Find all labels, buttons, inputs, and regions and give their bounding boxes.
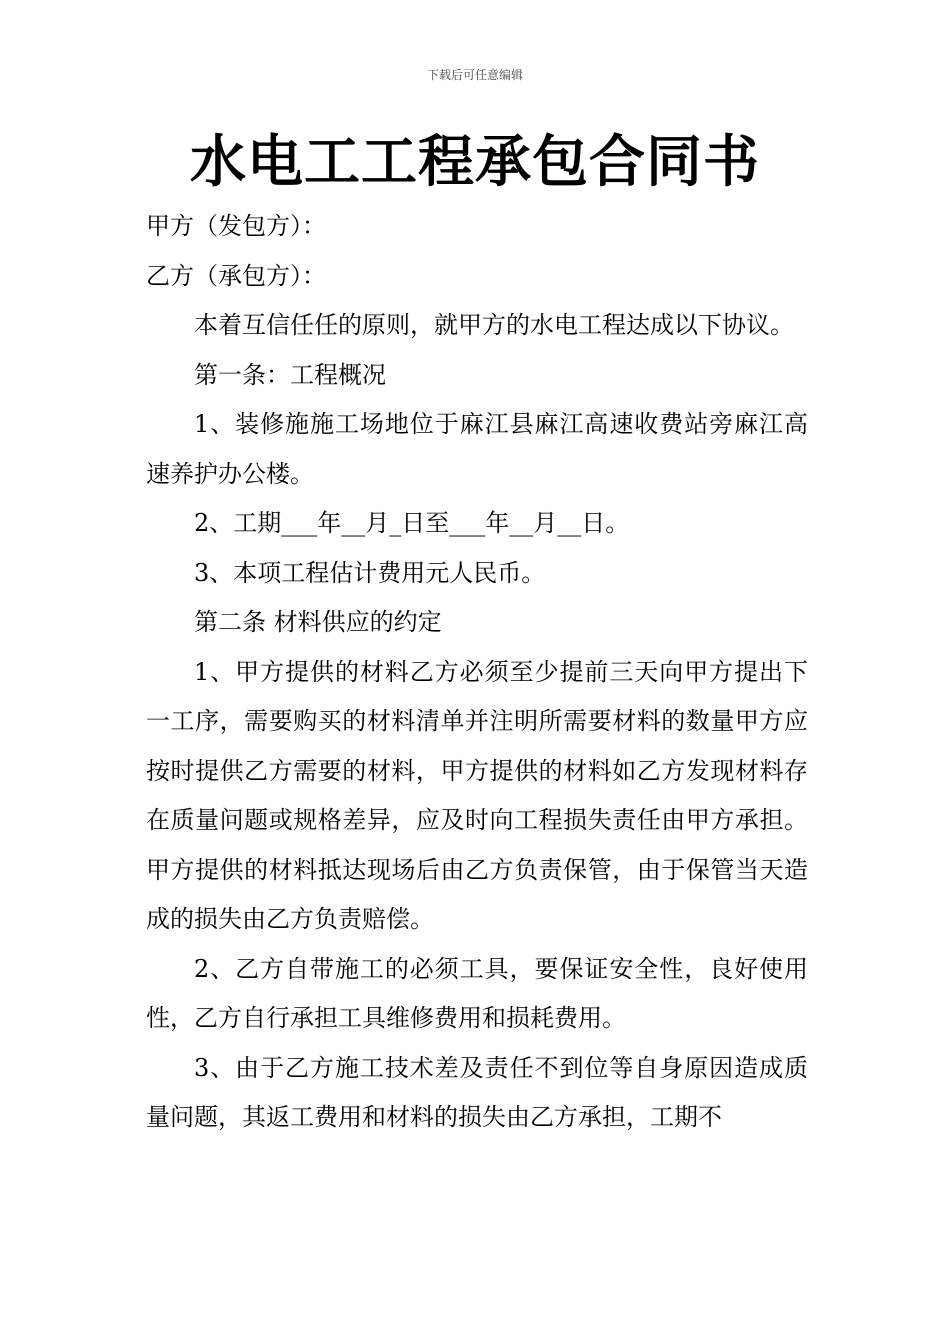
- article-two-heading: 第二条 材料供应的约定: [194, 608, 442, 636]
- article-one-heading: 第一条：工程概况: [194, 360, 386, 389]
- party-a-line: 甲方（发包方）：: [146, 212, 326, 240]
- header-note: 下载后可任意编辑: [426, 68, 523, 82]
- party-b-line: 乙方（承包方）：: [146, 261, 326, 290]
- document-title: 水电工工程承包合同书: [190, 130, 760, 195]
- article-two-item-1: 1、甲方提供的材料乙方必须至少提前三天向甲方提出下一工序，需要购买的材料清单并注明所需要材料的数量甲方应按时提供乙方需要的材料，甲方提供的材料如乙方发现材料存在质量问题或规格差异，应及时向工程损失责任由甲方承担。甲方提供的材料抵达现场后由乙方负责保管，由于保管当天造成的损失由乙方负责赔偿。: [146, 657, 808, 933]
- article-one-item-3: 3、本项工程估计费用元人民币。: [194, 558, 546, 587]
- preamble-paragraph: 本着互信任任的原则，就甲方的水电工程达成以下协议。: [194, 311, 794, 339]
- article-two-item-2: 2、乙方自带施工的必须工具，要保证安全性，良好使用性，乙方自行承担工具维修费用和损耗费用。: [146, 954, 808, 1032]
- article-two-item-3: 3、由于乙方施工技术差及责任不到位等自身原因造成质量问题，其返工费用和材料的损失由乙方承担，工期不: [146, 1053, 808, 1131]
- document-body: [146, 202, 808, 1143]
- article-one-item-1: 1、装修施施工场地位于麻江县麻江高速收费站旁麻江高速养护办公楼。: [146, 410, 808, 488]
- article-one-item-2: 2、工期___年__月_日至___年__月__日。: [194, 509, 630, 537]
